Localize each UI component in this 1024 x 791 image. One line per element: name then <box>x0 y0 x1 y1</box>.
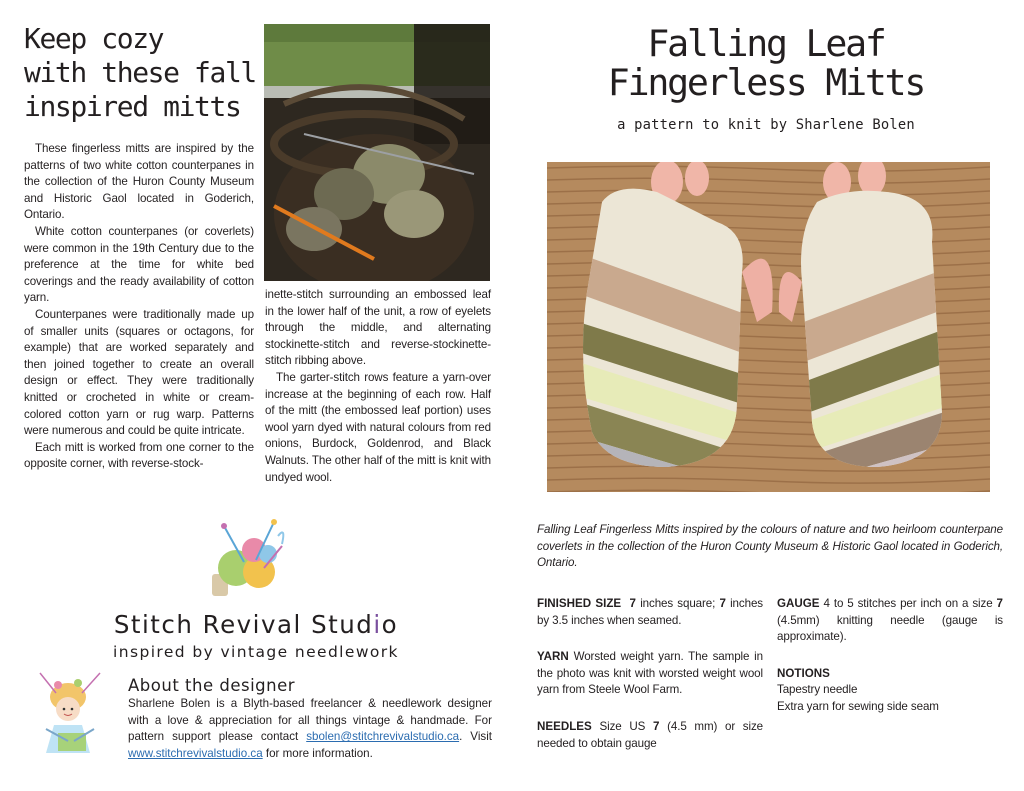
headline <box>24 22 260 124</box>
paragraph-4: Each mitt is worked from one corner to the opposite corner, with reverse-stock- <box>24 440 254 471</box>
studio-name <box>0 610 512 639</box>
studio-tagline: inspired by vintage needlework <box>113 643 399 661</box>
mitts-photo <box>547 162 990 492</box>
gauge-num: 7 <box>996 597 1003 610</box>
studio-logo-icon <box>204 516 290 604</box>
intro-column-2 <box>265 287 491 486</box>
designer-illustration-icon <box>28 669 112 761</box>
yarn-label: YARN <box>537 650 569 664</box>
finished-size-pre: inches square; <box>640 597 720 610</box>
notion-item-1: Tapestry needle <box>777 683 858 697</box>
needles-post: (4.5 mm) or size needed to obtain gauge <box>537 719 764 750</box>
mitts-illustration <box>547 162 990 492</box>
paragraph-3: Counterpanes were traditionally made up of smaller units (squares or octagons, for example) that are worked separately and then joined together to create an overall design or effect. They were traditionally knitted or crocheted in white or cream-colored cotton yarn or rug warp. Patterns were numerous and could be quite intricate. <box>24 307 254 438</box>
pattern-title-line-2: Fingerless Mitts <box>607 61 925 104</box>
notions-spec <box>777 666 1003 716</box>
email-link[interactable]: sbolen@stitchrevivalstudio.ca <box>306 730 460 744</box>
finished-size-label: FINISHED SIZE <box>537 597 622 610</box>
finished-size-spec <box>537 596 763 629</box>
about-text-3: for more information. <box>262 746 373 760</box>
paragraph-5: inette-stitch surrounding an embossed leaf in the lower half of the unit, a row of eyelets through the middle, and alternating stockinette-stitch and reverse-stockinette-stitch ribbing above. <box>265 288 491 368</box>
pattern-title <box>566 24 966 102</box>
intro-column-1 <box>24 141 254 473</box>
about-designer-heading: About the designer <box>128 676 296 695</box>
spec-column-2 <box>777 596 1003 736</box>
gauge-pre: 4 to 5 stitches per inch on a size <box>823 597 997 610</box>
gauge-label: GAUGE <box>777 597 820 610</box>
basket-yarn-illustration <box>264 24 490 281</box>
studio-name-accent: i <box>373 610 382 639</box>
needles-spec <box>537 719 763 752</box>
spec-column-1 <box>537 596 763 772</box>
gauge-post: (4.5mm) knitting needle (gauge is approximate). <box>777 613 1003 644</box>
pattern-subtitle: a pattern to knit by Sharlene Bolen <box>617 117 915 133</box>
needles-pre: Size US <box>599 719 653 733</box>
notion-item-2: Extra yarn for sewing side seam <box>777 699 939 713</box>
gauge-spec <box>777 596 1003 646</box>
paragraph-6: The garter-stitch rows feature a yarn-over increase at the beginning of each row. Half of the mitt (the embossed leaf portion) uses wool yarn dyed with natural colours from red onions, Burdock, Goldenrod, and Black Walnuts. The other half of the mitt is knit with undyed wool. <box>265 370 491 484</box>
notions-label: NOTIONS <box>777 666 830 680</box>
finished-size-num: 7 <box>629 597 636 610</box>
needles-label: NEEDLES <box>537 719 592 733</box>
studio-name-main: Stitch Revival Stud <box>113 610 374 639</box>
paragraph-2: White cotton counterpanes (or coverlets) were common in the 19th Century due to the preference at the time for white bed coverings and the ready availability of cotton yarn. <box>24 224 254 305</box>
finished-size-num-2: 7 <box>719 597 726 610</box>
headline-line-1: Keep cozy <box>24 22 164 55</box>
basket-yarn-photo <box>264 24 490 281</box>
photo-caption: Falling Leaf Fingerless Mitts inspired by the colours of nature and two heirloom counterpane coverlets in the collection of the Huron County Museum & Historic Gaol located in Goderich, Ontario. <box>537 523 1003 570</box>
finished-size-post: inches by 3.5 inches when seamed. <box>537 597 763 627</box>
about-text-2: . Visit <box>459 730 492 744</box>
needles-num: 7 <box>652 719 660 733</box>
about-designer-text <box>128 696 492 762</box>
paragraph-1: These fingerless mitts are inspired by the patterns of two white cotton counterpanes in the collection of the Huron County Museum and Historic Gaol located in Goderich, Ontario. <box>24 142 254 222</box>
headline-line-3: inspired mitts <box>24 90 241 123</box>
yarn-spec <box>537 649 763 699</box>
yarn-text: Worsted weight yarn. The sample in the photo was knit with worsted weight wool yarn from Steele Wool Farm. <box>537 650 763 697</box>
pattern-title-line-1: Falling Leaf <box>647 22 885 65</box>
headline-line-2: with these fall <box>24 56 256 89</box>
about-text-1: Sharlene Bolen is a Blyth-based freelancer & needlework designer with a love & appreciation for all things vintage & handmade. For pattern support please contact <box>128 697 492 744</box>
studio-name-end: o <box>381 610 399 639</box>
website-link[interactable]: www.stitchrevivalstudio.ca <box>128 746 263 760</box>
